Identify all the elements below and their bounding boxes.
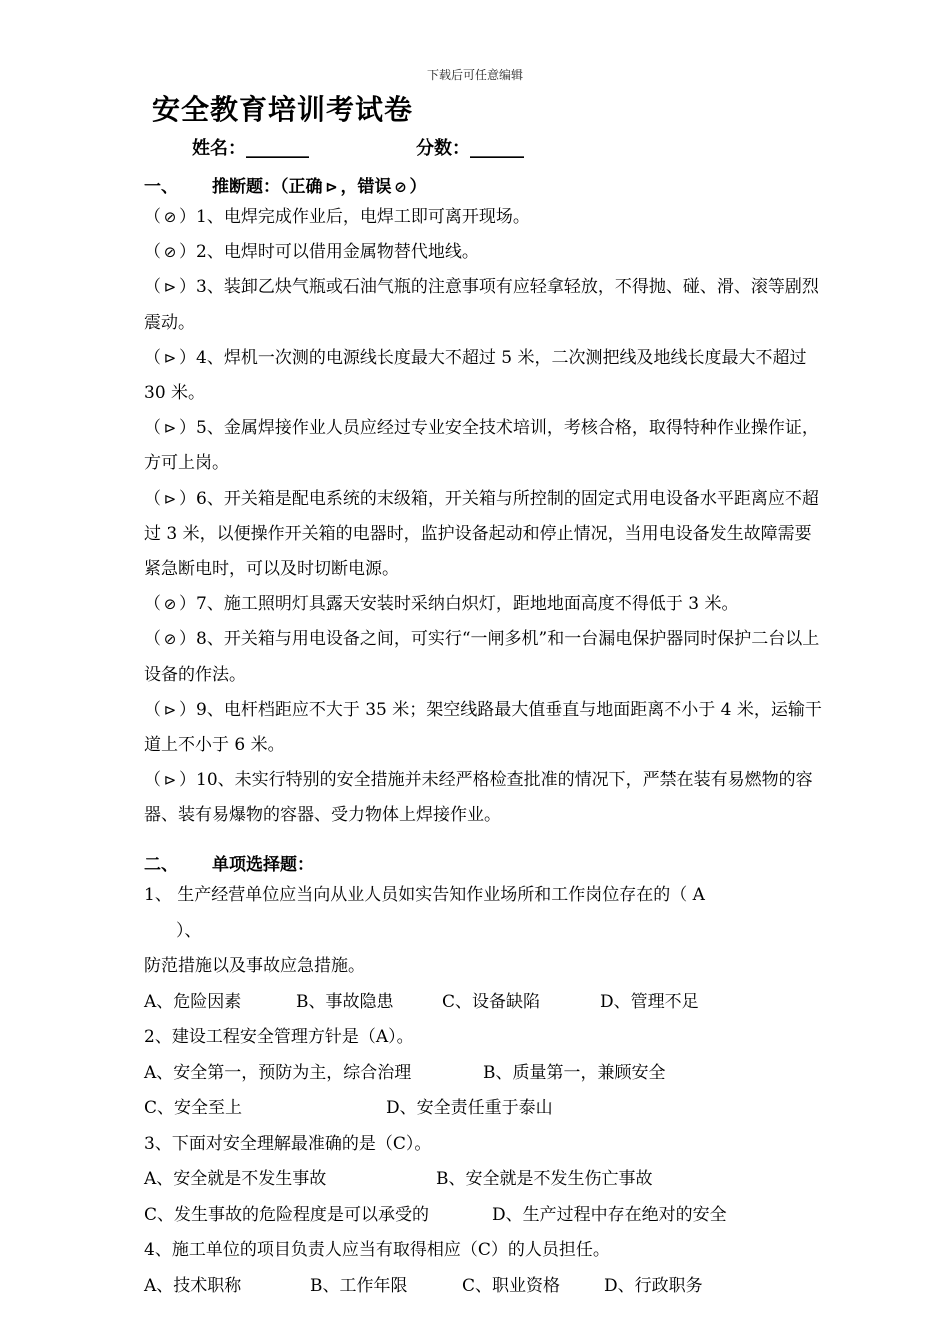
mc-option: C、发生事故的危险程度是可以承受的 bbox=[144, 1204, 430, 1225]
tf-item: （ ⊳ ）9、电杆档距应不大于 35 米；架空线路最大值垂直与地面距离不小于 4 米，运输干道上不小于 6 米。 bbox=[144, 693, 824, 763]
section-number: 二、 bbox=[144, 855, 178, 875]
answer-mark-icon: ⊘ bbox=[163, 630, 177, 649]
mc-option: D、安全责任重于泰山 bbox=[386, 1098, 553, 1118]
section-heading-mid: ，错误 bbox=[340, 177, 392, 197]
mc-question bbox=[144, 1127, 824, 1163]
mc-options bbox=[144, 1091, 824, 1127]
mc-option: C、职业资格 bbox=[462, 1275, 561, 1296]
answer-mark-icon: ⊳ bbox=[163, 489, 177, 508]
tf-item-text: 2、电焊时可以借用金属物替代地线。 bbox=[196, 242, 479, 263]
tf-item-text: 9、电杆档距应不大于 35 米；架空线路最大值垂直与地面距离不小于 4 米，运输干道上不小于 6 米。 bbox=[144, 699, 822, 756]
score-field: 分数：______ bbox=[416, 138, 524, 159]
tf-item-text: 7、施工照明灯具露天安装时采纳白炽灯，距地地面高度不得低于 3 米。 bbox=[196, 594, 739, 615]
mc-option: D、生产过程中存在绝对的安全 bbox=[492, 1204, 727, 1225]
mc-option: B、事故隐患 bbox=[296, 991, 394, 1012]
section-number: 一、 bbox=[144, 177, 178, 197]
mc-question-text: 2、建设工程安全管理方针是（A）。 bbox=[144, 1027, 414, 1047]
mc-options bbox=[144, 985, 824, 1021]
true-false-list bbox=[144, 200, 824, 834]
answer-mark-icon: ⊘ bbox=[163, 595, 177, 614]
multiple-choice-list bbox=[144, 878, 824, 1304]
mc-question bbox=[144, 878, 824, 985]
name-field: 姓名：_______ bbox=[192, 138, 309, 159]
tf-item: （ ⊘ ）1、电焊完成作业后，电焊工即可离开现场。 bbox=[144, 200, 824, 235]
tf-item: （ ⊳ ）5、金属焊接作业人员应经过专业安全技术培训，考核合格，取得特种作业操作证，方可上岗。 bbox=[144, 411, 824, 481]
tf-item: （ ⊘ ）2、电焊时可以借用金属物替代地线。 bbox=[144, 235, 824, 270]
section-heading-prefix: 推断题：（正确 bbox=[212, 177, 323, 197]
answer-mark-icon: ⊳ bbox=[163, 348, 177, 367]
mc-options bbox=[144, 1056, 824, 1092]
student-info-row bbox=[192, 134, 792, 160]
mc-option: B、工作年限 bbox=[310, 1275, 408, 1296]
header-note: 下载后可任意编辑 bbox=[426, 68, 523, 82]
answer-mark-icon: ⊳ bbox=[163, 700, 177, 719]
mc-question-text: 3、下面对安全理解最准确的是（C）。 bbox=[144, 1133, 432, 1154]
tf-item-text: 6、开关箱是配电系统的末级箱，开关箱与所控制的固定式用电设备水平距离应不超过 3 米，以便操作开关箱的电器时，监护设备起动和停止情况，当用电设备发生故障需要紧急断电时，可以及时切断电源。 bbox=[144, 488, 819, 580]
tf-item: （ ⊳ ）6、开关箱是配电系统的末级箱，开关箱与所控制的固定式用电设备水平距离应不超过 3 米，以便操作开关箱的电器时，监护设备起动和停止情况，当用电设备发生故障需要紧急断电时，可以及时切断电源。 bbox=[144, 482, 824, 588]
answer-mark-icon: ⊳ bbox=[163, 419, 177, 438]
page-title: 安全教育培训考试卷 bbox=[152, 93, 414, 126]
mc-option: B、安全就是不发生伤亡事故 bbox=[436, 1169, 653, 1189]
mc-options bbox=[144, 1162, 824, 1198]
tf-item: （ ⊳ ）3、装卸乙炔气瓶或石油气瓶的注意事项有应轻拿轻放，不得抛、碰、滑、滚等剧烈震动。 bbox=[144, 270, 824, 340]
mc-option: D、行政职务 bbox=[604, 1275, 703, 1296]
section-heading-text: 单项选择题： bbox=[212, 855, 314, 875]
mc-option: C、设备缺陷 bbox=[442, 991, 541, 1012]
mc-question-text-cont: 防范措施以及事故应急措施。 bbox=[144, 956, 365, 976]
tf-item-text: 8、开关箱与用电设备之间，可实行“一闸多机”和一台漏电保护器同时保护二台以上设备的作法。 bbox=[144, 629, 820, 685]
answer-mark-icon: ⊳ bbox=[163, 278, 177, 297]
tf-item-text: 3、装卸乙炔气瓶或石油气瓶的注意事项有应轻拿轻放，不得抛、碰、滑、滚等剧烈震动。 bbox=[144, 277, 819, 333]
tf-item-text: 1、电焊完成作业后，电焊工即可离开现场。 bbox=[196, 207, 530, 227]
tf-item: （ ⊘ ）8、开关箱与用电设备之间，可实行“一闸多机”和一台漏电保护器同时保护二台以上设备的作法。 bbox=[144, 622, 824, 692]
mc-question-text: 4、施工单位的项目负责人应当有取得相应（C）的人员担任。 bbox=[144, 1240, 610, 1260]
section-heading-suffix: ） bbox=[409, 177, 427, 197]
mc-option: A、技术职称 bbox=[144, 1275, 242, 1296]
section-heading-true-false bbox=[144, 172, 427, 197]
answer-mark-icon: ⊘ bbox=[163, 243, 177, 262]
answer-mark-icon: ⊘ bbox=[163, 208, 177, 226]
mc-option: A、危险因素 bbox=[144, 991, 242, 1012]
mc-option: A、安全第一，预防为主，综合治理 bbox=[144, 1062, 412, 1083]
tf-item: （ ⊳ ）10、未实行特别的安全措施并未经严格检查批准的情况下，严禁在装有易燃物的容器、装有易爆物的容器、受力物体上焊接作业。 bbox=[144, 763, 824, 833]
wrong-mark-icon: ⊘ bbox=[394, 178, 407, 196]
tf-item: （ ⊳ ）4、焊机一次测的电源线长度最大不超过 5 米，二次测把线及地线长度最大不超过 30 米。 bbox=[144, 341, 824, 411]
mc-question bbox=[144, 1233, 824, 1269]
mc-question-text-cont: ）、 bbox=[176, 920, 202, 941]
answer-mark-icon: ⊳ bbox=[163, 771, 177, 790]
section-heading-multiple-choice bbox=[144, 850, 314, 875]
mc-option: B、质量第一，兼顾安全 bbox=[483, 1062, 666, 1083]
tf-item: （ ⊘ ）7、施工照明灯具露天安装时采纳白炽灯，距地地面高度不得低于 3 米。 bbox=[144, 587, 824, 622]
mc-option: D、管理不足 bbox=[600, 991, 699, 1012]
mc-options bbox=[144, 1198, 824, 1234]
tf-item-text: 4、焊机一次测的电源线长度最大不超过 5 米，二次测把线及地线长度最大不超过 30 米。 bbox=[144, 347, 807, 404]
mc-option: C、安全至上 bbox=[144, 1098, 243, 1118]
mc-options bbox=[144, 1269, 824, 1305]
correct-flag-icon: ⊳ bbox=[325, 178, 338, 196]
mc-question bbox=[144, 1020, 824, 1056]
mc-question-text: 1、 生产经营单位应当向从业人员如实告知作业场所和工作岗位存在的（ A bbox=[144, 885, 705, 905]
tf-item-text: 10、未实行特别的安全措施并未经严格检查批准的情况下，严禁在装有易燃物的容器、装有易爆物的容器、受力物体上焊接作业。 bbox=[144, 770, 813, 826]
mc-option: A、安全就是不发生事故 bbox=[144, 1169, 327, 1189]
tf-item-text: 5、金属焊接作业人员应经过专业安全技术培训，考核合格，取得特种作业操作证，方可上岗。 bbox=[144, 418, 819, 474]
